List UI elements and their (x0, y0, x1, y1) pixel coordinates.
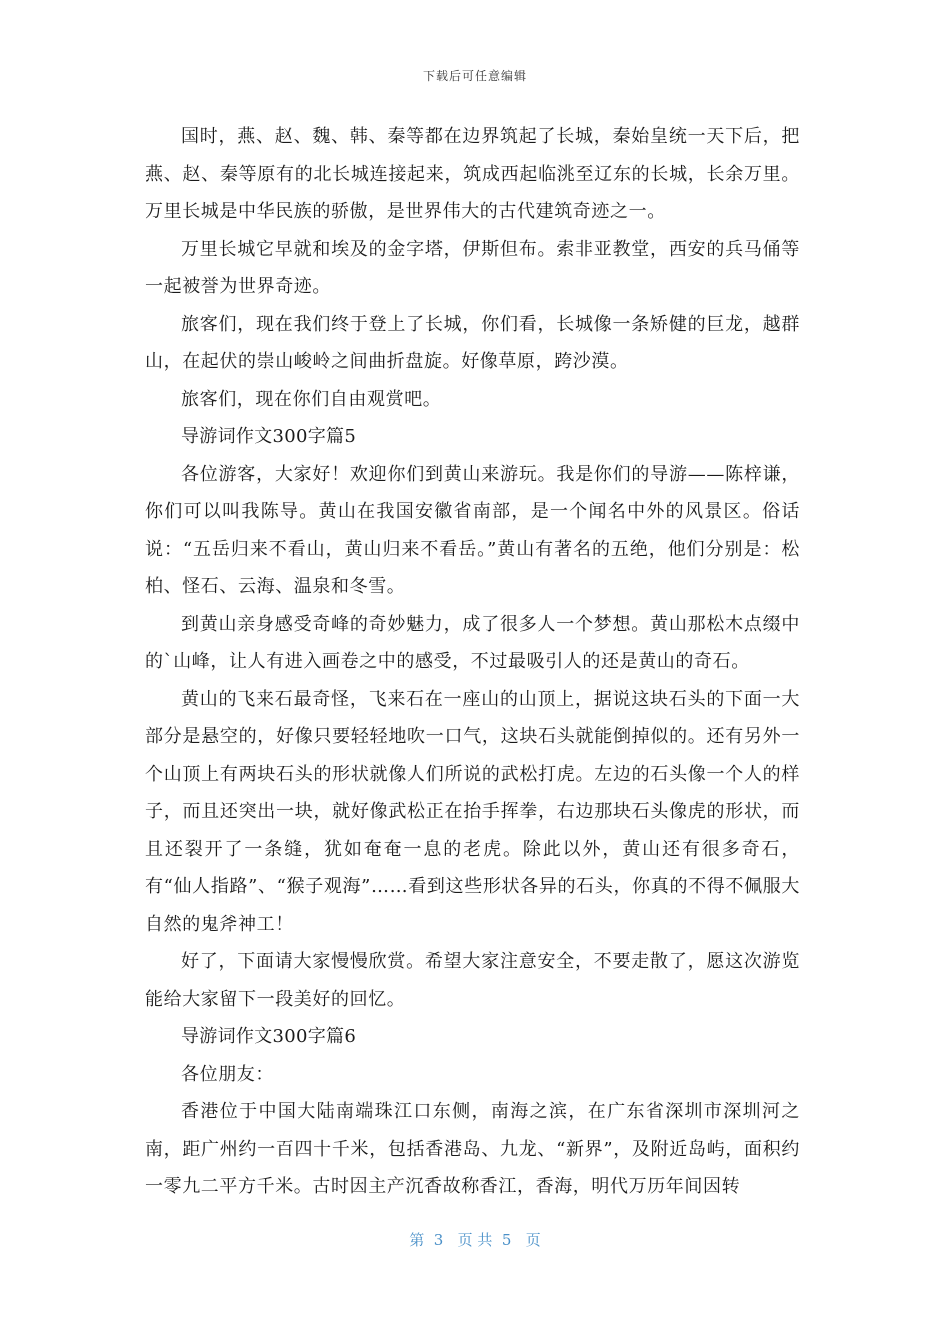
paragraph-world-wonder: 万里长城它早就和埃及的金字塔，伊斯但布。索非亚教堂，西安的兵马俑等一起被誉为世界奇迹。 (145, 238, 800, 297)
paragraph-great-wall-history: 国时，燕、赵、魏、韩、秦等都在边界筑起了长城，秦始皇统一天下后，把燕、赵、秦等原有的北长城连接起来，筑成西起临洮至辽东的长城，长余万里。万里长城是中华民族的骄傲，是世界伟大的古代建筑奇迹之一。 (145, 126, 800, 222)
page-header: 下载后可任意编辑 (422, 69, 527, 83)
paragraph-greeting: 各位朋友： (181, 1063, 274, 1085)
paragraph-hong-kong: 香港位于中国大陆南端珠江口东侧，南海之滨，在广东省深圳市深圳河之南，距广州约一百四十千米，包括香港岛、九龙、“新界”，及附近岛屿，面积约一零九二平方千米。古时因主产沉香故称香江，香海，明代万历年间因转 (145, 1101, 800, 1197)
paragraph-huangshan-dream: 到黄山亲身感受奇峰的奇妙魅力，成了很多人一个梦想。黄山那松木点缀中的`山峰，让人有进入画卷之中的感受，不过最吸引人的还是黄山的奇石。 (145, 613, 800, 672)
paragraph-closing: 好了，下面请大家慢慢欣赏。希望大家注意安全，不要走散了，愿这次游览能给大家留下一段美好的回忆。 (145, 951, 800, 1010)
paragraph-free-time: 旅客们，现在你们自由观赏吧。 (181, 388, 442, 410)
paragraph-huangshan-welcome: 各位游客，大家好！欢迎你们到黄山来游玩。我是你们的导游——陈梓谦，你们可以叫我陈导。黄山在我国安徽省南部，是一个闻名中外的风景区。俗话说：“五岳归来不看山，黄山归来不看岳。”黄山有著名的五绝，他们分别是：松柏、怪石、云海、温泉和冬雪。 (145, 463, 800, 597)
document-body (145, 118, 800, 1206)
paragraph-flying-stone: 黄山的飞来石最奇怪，飞来石在一座山的山顶上，据说这块石头的下面一大部分是悬空的，好像只要轻轻地吹一口气，这块石头就能倒掉似的。还有另外一个山顶上有两块石头的形状就像人们所说的武松打虎。左边的石头像一个人的样子，而且还突出一块，就好像武松正在抬手挥拳，右边那块石头像虎的形状，而且还裂开了一条缝，犹如奄奄一息的老虎。除此以外，黄山还有很多奇石，有“仙人指路”、“猴子观海”……看到这些形状各异的石头，你真的不得不佩服大自然的鬼斧神工！ (145, 688, 800, 935)
section-heading-5: 导游词作文300字篇5 (181, 426, 357, 447)
page-number-footer: 第 3 页 共 5 页 (409, 1231, 541, 1249)
section-heading-6: 导游词作文300字篇6 (181, 1026, 357, 1047)
paragraph-on-the-wall: 旅客们，现在我们终于登上了长城，你们看，长城像一条矫健的巨龙，越群山，在起伏的崇山峻岭之间曲折盘旋。好像草原，跨沙漠。 (145, 313, 800, 372)
